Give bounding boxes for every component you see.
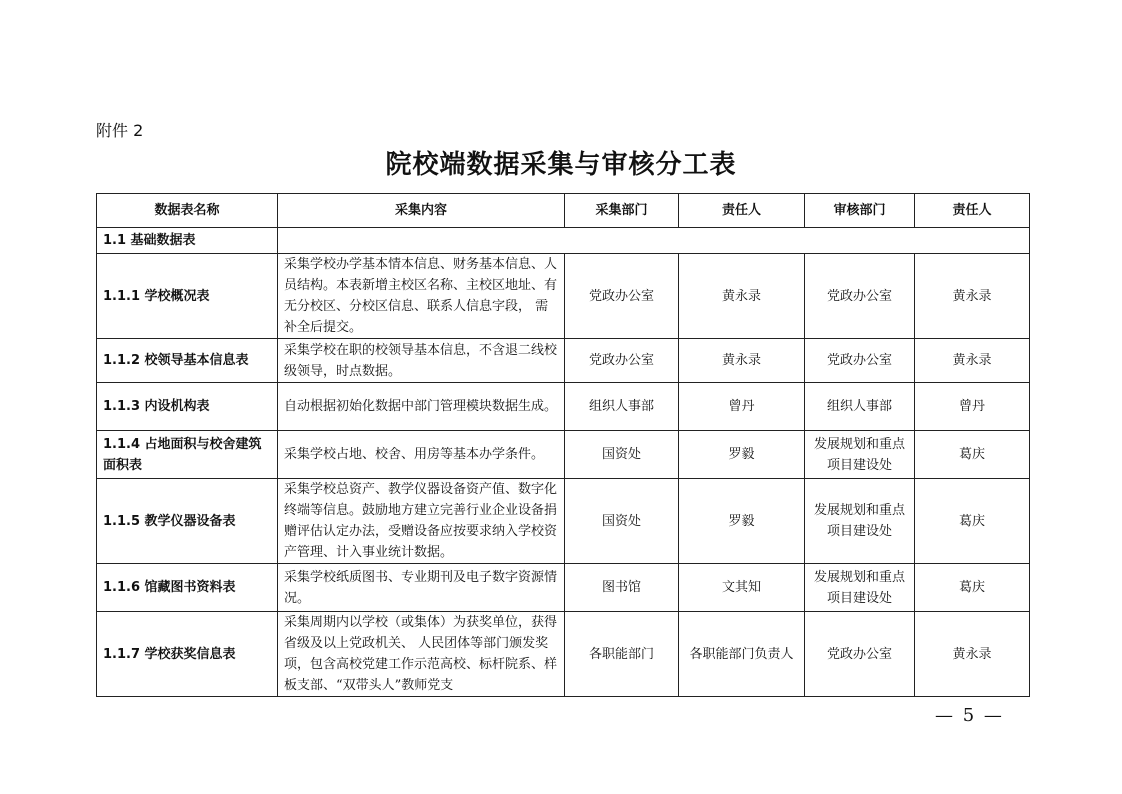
row-review-dept: 党政办公室	[805, 339, 915, 383]
header-collect-content: 采集内容	[278, 194, 565, 228]
table-row	[97, 383, 1030, 431]
row-table-name: 1.1.3 内设机构表	[97, 383, 278, 431]
row-collect-dept: 国资处	[565, 431, 679, 479]
document-title: 院校端数据采集与审核分工表	[385, 150, 737, 180]
page-number: — 5 —	[935, 705, 1004, 726]
row-review-person: 黄永录	[915, 254, 1030, 339]
table-row	[97, 339, 1030, 383]
row-table-name: 1.1.4 占地面积与校舍建筑面积表	[97, 431, 278, 479]
row-review-person: 葛庆	[915, 564, 1030, 612]
header-table-name: 数据表名称	[97, 194, 278, 228]
row-content: 自动根据初始化数据中部门管理模块数据生成。	[278, 383, 565, 431]
row-review-dept: 发展规划和重点项目建设处	[805, 431, 915, 479]
section-empty-cell	[278, 228, 1030, 254]
row-table-name: 1.1.7 学校获奖信息表	[97, 612, 278, 697]
table-row	[97, 564, 1030, 612]
row-review-dept: 组织人事部	[805, 383, 915, 431]
row-review-dept: 党政办公室	[805, 254, 915, 339]
header-review-dept: 审核部门	[805, 194, 915, 228]
row-collect-person: 黄永录	[679, 254, 805, 339]
table-row	[97, 254, 1030, 339]
row-collect-dept: 党政办公室	[565, 254, 679, 339]
row-review-person: 黄永录	[915, 612, 1030, 697]
row-collect-dept: 各职能部门	[565, 612, 679, 697]
row-review-dept: 党政办公室	[805, 612, 915, 697]
row-collect-dept: 党政办公室	[565, 339, 679, 383]
row-review-dept: 发展规划和重点项目建设处	[805, 479, 915, 564]
row-content: 采集学校在职的校领导基本信息，不含退二线校级领导，时点数据。	[278, 339, 565, 383]
row-review-dept: 发展规划和重点项目建设处	[805, 564, 915, 612]
header-collect-person: 责任人	[679, 194, 805, 228]
row-table-name: 1.1.2 校领导基本信息表	[97, 339, 278, 383]
row-content: 采集学校办学基本情本信息、财务基本信息、人员结构。本表新增主校区名称、主校区地址、有无分校区、分校区信息、联系人信息字段， 需补全后提交。	[278, 254, 565, 339]
table-row	[97, 431, 1030, 479]
row-table-name: 1.1.1 学校概况表	[97, 254, 278, 339]
row-collect-person: 各职能部门负责人	[679, 612, 805, 697]
row-content: 采集学校总资产、教学仪器设备资产值、数字化终端等信息。鼓励地方建立完善行业企业设备捐赠评估认定办法，受赠设备应按要求纳入学校资产管理、计入事业统计数据。	[278, 479, 565, 564]
row-review-person: 曾丹	[915, 383, 1030, 431]
row-collect-person: 罗毅	[679, 479, 805, 564]
table-row	[97, 479, 1030, 564]
attachment-label: 附件 2	[96, 121, 144, 140]
row-content: 采集学校占地、校舍、用房等基本办学条件。	[278, 431, 565, 479]
row-collect-dept: 图书馆	[565, 564, 679, 612]
table-header-row	[97, 194, 1030, 228]
row-table-name: 1.1.6 馆藏图书资料表	[97, 564, 278, 612]
row-collect-dept: 组织人事部	[565, 383, 679, 431]
row-review-person: 黄永录	[915, 339, 1030, 383]
division-of-labor-table	[96, 193, 1030, 697]
table-row	[97, 612, 1030, 697]
row-content: 采集周期内以学校（或集体）为获奖单位，获得省级及以上党政机关、 人民团体等部门颁发奖项，包含高校党建工作示范高校、标杆院系、样板支部、“双带头人”教师党支	[278, 612, 565, 697]
section-title: 1.1 基础数据表	[97, 228, 278, 254]
header-review-person: 责任人	[915, 194, 1030, 228]
row-collect-person: 曾丹	[679, 383, 805, 431]
row-collect-person: 罗毅	[679, 431, 805, 479]
header-collect-dept: 采集部门	[565, 194, 679, 228]
section-row	[97, 228, 1030, 254]
row-collect-dept: 国资处	[565, 479, 679, 564]
row-review-person: 葛庆	[915, 431, 1030, 479]
row-collect-person: 黄永录	[679, 339, 805, 383]
row-content: 采集学校纸质图书、专业期刊及电子数字资源情况。	[278, 564, 565, 612]
row-review-person: 葛庆	[915, 479, 1030, 564]
row-collect-person: 文其知	[679, 564, 805, 612]
row-table-name: 1.1.5 教学仪器设备表	[97, 479, 278, 564]
